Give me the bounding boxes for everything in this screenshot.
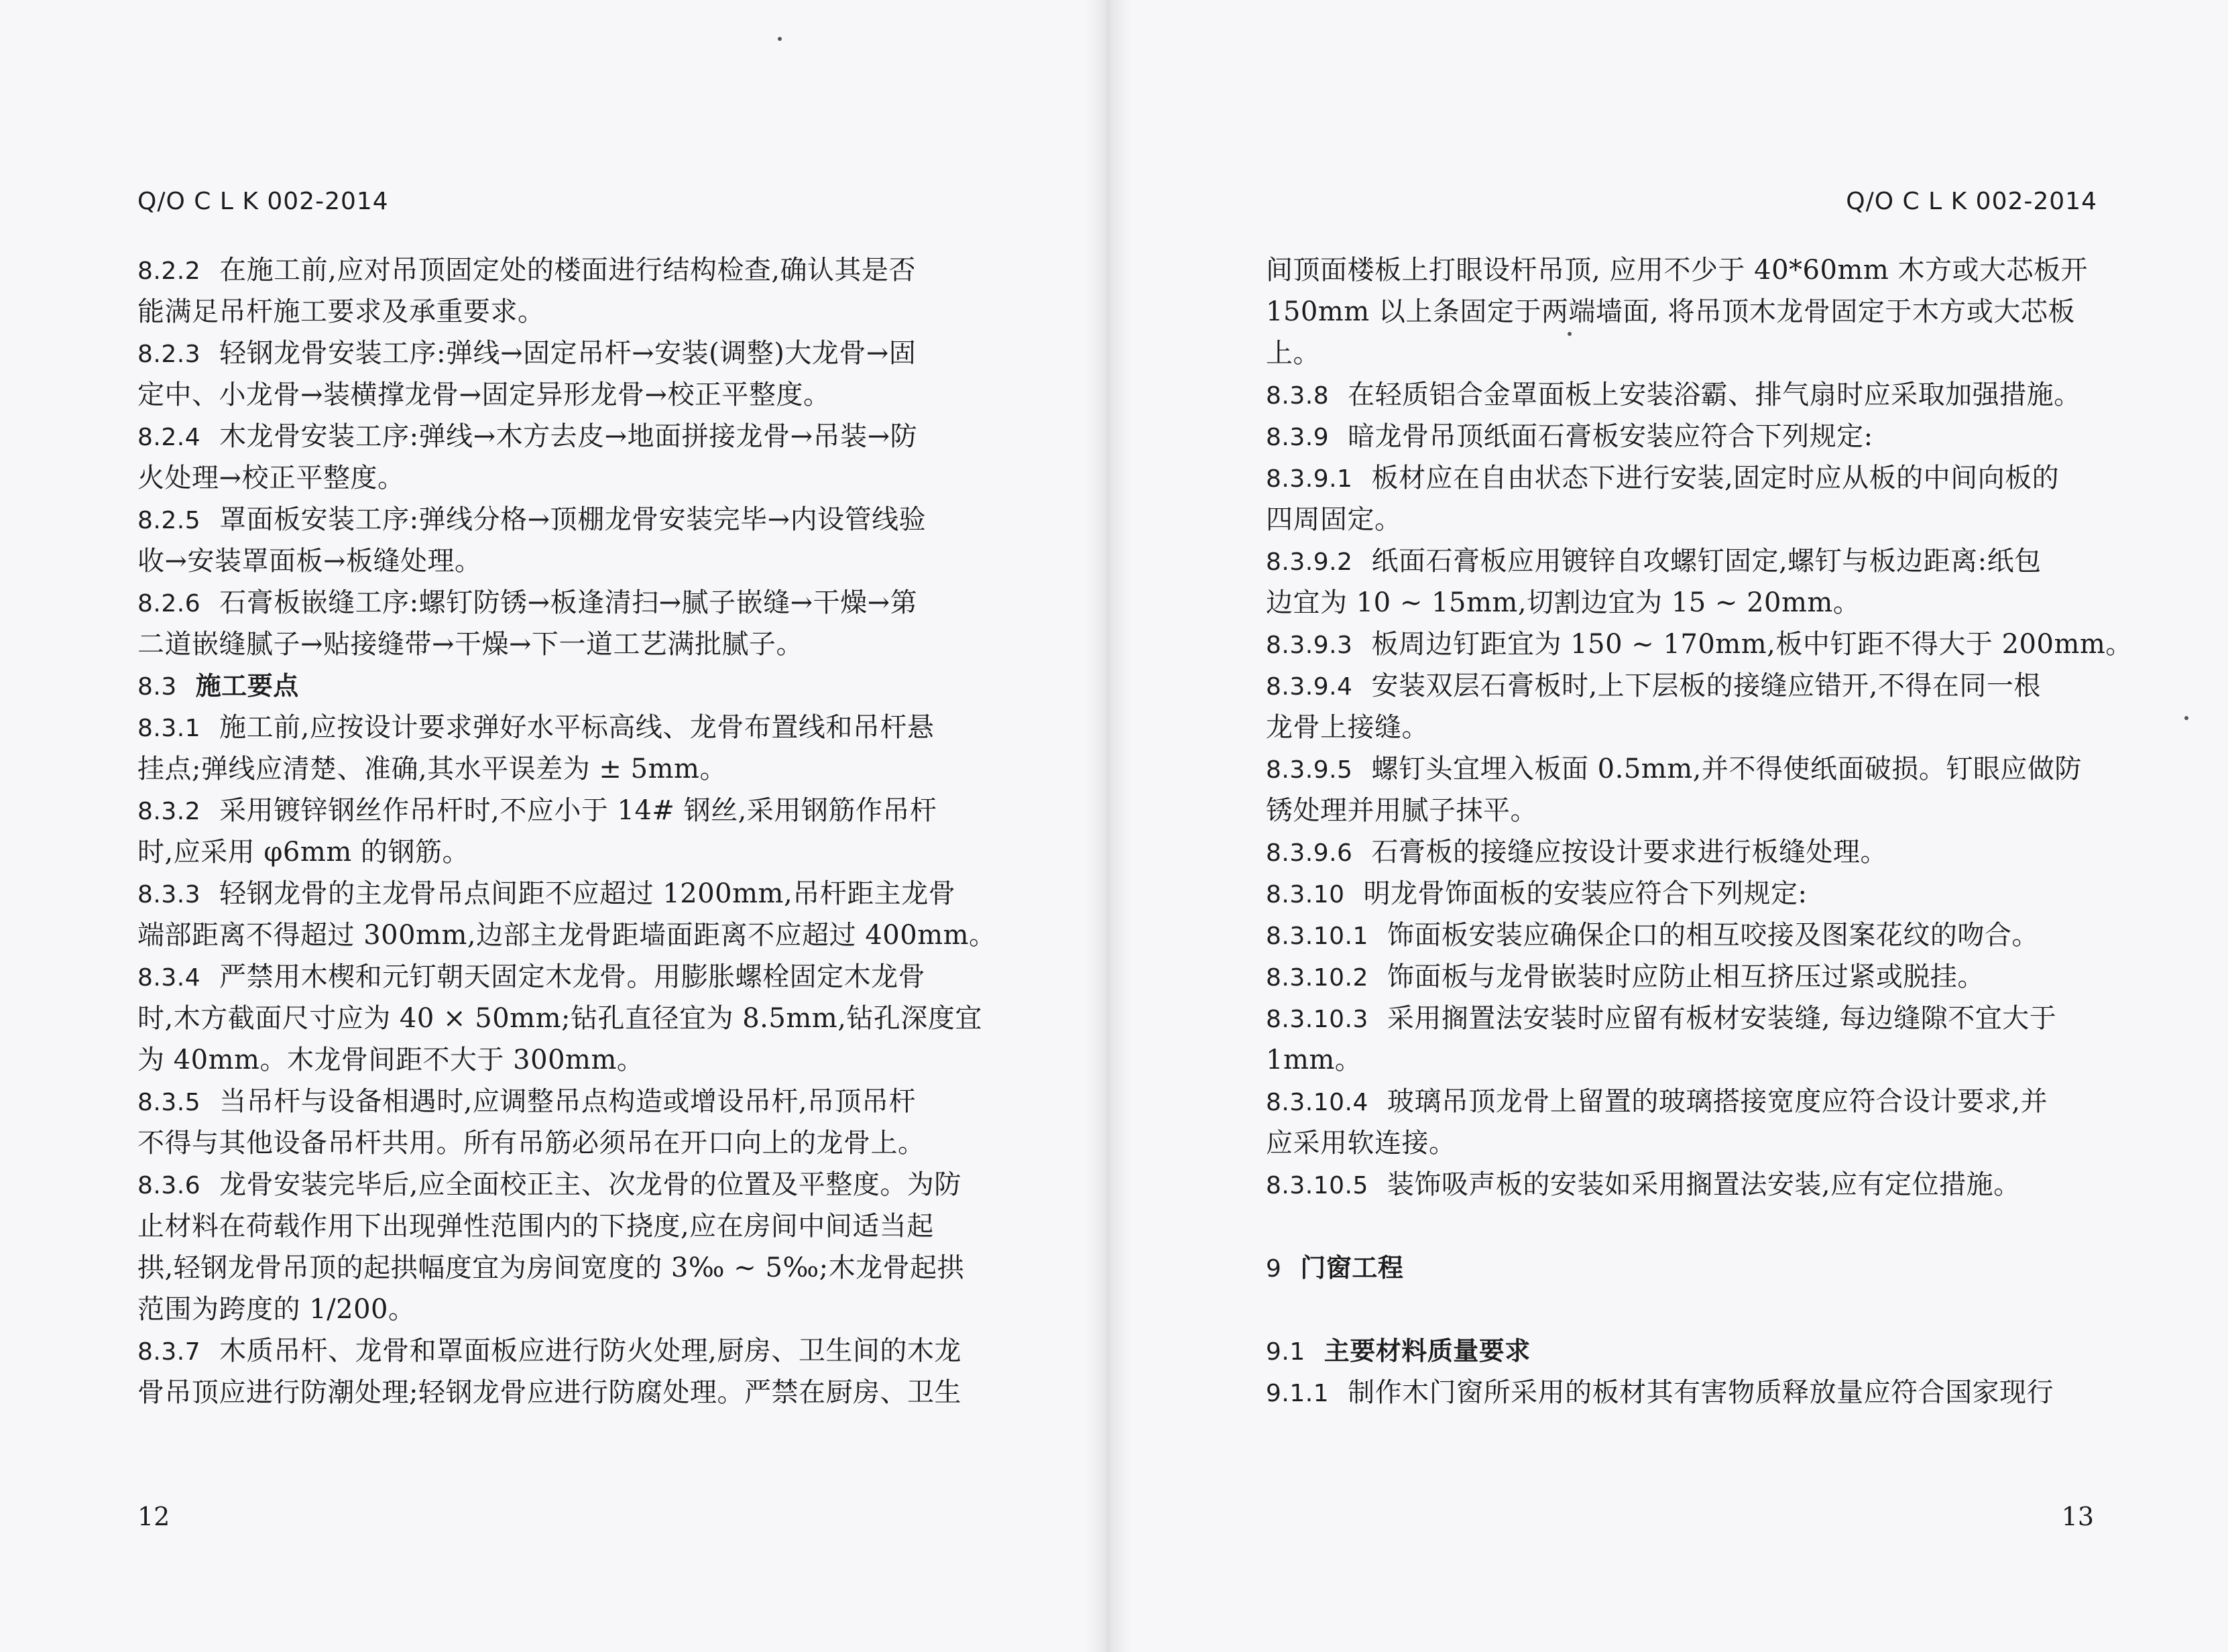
- clause-text: 施工要点: [195, 671, 299, 701]
- text-line: [137, 1081, 972, 1122]
- section-heading: [137, 665, 972, 707]
- clause-number: 8.3.10.5: [1266, 1172, 1368, 1199]
- clause-number: 8.2.6: [137, 590, 201, 617]
- clause-text: 当吊杆与设备相遇时,应调整吊点构造或增设吊杆,吊顶吊杆: [219, 1086, 917, 1117]
- text-line: [137, 624, 972, 665]
- clause-text: 板周边钉距宜为 150 ~ 170mm,板中钉距不得大于 200mm。: [1371, 629, 2133, 660]
- clause-text: 施工前,应按设计要求弹好水平标高线、龙骨布置线和吊杆悬: [219, 712, 935, 743]
- clause-text: 骨吊顶应进行防潮处理;轻钢龙骨应进行防腐处理。严禁在厨房、卫生: [137, 1377, 961, 1408]
- ink-speck: [1568, 332, 1572, 336]
- text-line: [1266, 374, 2111, 416]
- clause-text: 木质吊杆、龙骨和罩面板应进行防火处理,厨房、卫生间的木龙: [219, 1336, 961, 1366]
- section-heading: [1266, 1247, 2111, 1289]
- clause-text: 时,木方截面尺寸应为 40 × 50mm;钻孔直径宜为 8.5mm,钻孔深度宜: [137, 1003, 982, 1034]
- clause-text: 采用搁置法安装时应留有板材安装缝, 每边缝隙不宜大于: [1387, 1003, 2057, 1034]
- clause-text: 严禁用木楔和元钉朝天固定木龙骨。用膨胀螺栓固定木龙骨: [219, 961, 926, 992]
- clause-text: 二道嵌缝腻子→贴接缝带→干燥→下一道工艺满批腻子。: [137, 629, 804, 660]
- page-header: Q/O C L K 002-2014: [1846, 188, 2097, 215]
- clause-number: 8.2.5: [137, 507, 201, 534]
- text-line: [1266, 1039, 2111, 1081]
- clause-text: 轻钢龙骨的主龙骨吊点间距不应超过 1200mm,吊杆距主龙骨: [219, 878, 956, 909]
- text-line: [137, 291, 972, 333]
- clause-text: 能满足吊杆施工要求及承重要求。: [137, 296, 545, 327]
- text-line: [137, 416, 972, 457]
- clause-text: 制作木门窗所采用的板材其有害物质释放量应符合国家现行: [1348, 1377, 2054, 1408]
- page-number: 13: [2061, 1502, 2094, 1531]
- text-line: [1266, 707, 2111, 748]
- text-line: [137, 748, 972, 790]
- text-line: [137, 790, 972, 831]
- text-line: [1266, 291, 2111, 333]
- clause-text: 龙骨上接缝。: [1266, 712, 1429, 743]
- clause-number: 8.3.10.2: [1266, 964, 1368, 992]
- ink-speck: [2184, 716, 2188, 720]
- clause-number: 8.3.9.5: [1266, 756, 1353, 784]
- clause-number: 8.3.10.3: [1266, 1006, 1368, 1033]
- clause-text: 收→安装罩面板→板缝处理。: [137, 546, 482, 577]
- clause-text: 轻钢龙骨安装工序:弹线→固定吊杆→安装(调整)大龙骨→固: [219, 338, 917, 369]
- page-header: Q/O C L K 002-2014: [137, 188, 389, 215]
- clause-text: 挂点;弹线应清楚、准确,其水平误差为 ± 5mm。: [137, 754, 727, 784]
- text-line: [137, 1330, 972, 1372]
- text-line: [137, 457, 972, 499]
- right-page: [1105, 0, 2228, 1652]
- clause-text: 不得与其他设备吊杆共用。所有吊筋必须吊在开口向上的龙骨上。: [137, 1128, 925, 1159]
- clause-number: 8.3.9: [1266, 424, 1330, 451]
- clause-number: 9.1: [1266, 1338, 1305, 1366]
- clause-text: 锈处理并用腻子抹平。: [1266, 795, 1537, 826]
- clause-number: 8.2.2: [137, 257, 201, 285]
- clause-text: 暗龙骨吊顶纸面石膏板安装应符合下列规定:: [1348, 421, 1873, 452]
- blank-line: [1266, 1289, 2111, 1330]
- text-line: [137, 1289, 972, 1330]
- clause-text: 止材料在荷载作用下出现弹性范围内的下挠度,应在房间中间适当起: [137, 1211, 934, 1242]
- ink-speck: [778, 37, 782, 41]
- clause-text: 纸面石膏板应用镀锌自攻螺钉固定,螺钉与板边距离:纸包: [1371, 546, 2042, 577]
- clause-text: 在施工前,应对吊顶固定处的楼面进行结构检查,确认其是否: [219, 255, 917, 286]
- clause-number: 8.3.9.1: [1266, 465, 1353, 493]
- text-line: [137, 1164, 972, 1205]
- text-line: [137, 374, 972, 416]
- page-body: [1266, 249, 2133, 1413]
- text-line: [137, 956, 972, 998]
- clause-text: 木龙骨安装工序:弹线→木方去皮→地面拼接龙骨→吊装→防: [219, 421, 918, 452]
- clause-text: 明龙骨饰面板的安装应符合下列规定:: [1363, 878, 1808, 909]
- clause-number: 8.3.2: [137, 798, 201, 825]
- text-line: [1266, 540, 2111, 582]
- clause-number: 8.3.10.1: [1266, 923, 1368, 950]
- clause-text: 采用镀锌钢丝作吊杆时,不应小于 14# 钢丝,采用钢筋作吊杆: [219, 795, 937, 826]
- clause-number: 8.3.7: [137, 1338, 201, 1366]
- text-line: [137, 1372, 972, 1413]
- text-line: [1266, 956, 2111, 998]
- section-heading: [1266, 1330, 2111, 1372]
- text-line: [1266, 1164, 2111, 1205]
- text-line: [1266, 748, 2111, 790]
- clause-text: 范围为跨度的 1/200。: [137, 1294, 416, 1325]
- text-line: [1266, 1372, 2111, 1413]
- clause-number: 8.3.10.4: [1266, 1089, 1368, 1116]
- clause-text: 定中、小龙骨→装横撑龙骨→固定异形龙骨→校正平整度。: [137, 379, 831, 410]
- clause-text: 在轻质铝合金罩面板上安装浴霸、排气扇时应采取加强措施。: [1348, 379, 2081, 410]
- text-line: [1266, 333, 2111, 374]
- clause-text: 端部距离不得超过 300mm,边部主龙骨距墙面距离不应超过 400mm。: [137, 920, 996, 951]
- clause-text: 龙骨安装完毕后,应全面校正主、次龙骨的位置及平整度。为防: [219, 1169, 961, 1200]
- text-line: [137, 914, 996, 956]
- clause-text: 螺钉头宜埋入板面 0.5mm,并不得使纸面破损。钉眼应做防: [1371, 754, 2082, 784]
- text-line: [1266, 790, 2111, 831]
- clause-text: 拱,轻钢龙骨吊顶的起拱幅度宜为房间宽度的 3‰ ~ 5‰;木龙骨起拱: [137, 1252, 965, 1283]
- text-line: [1266, 831, 2111, 873]
- page-number: 12: [137, 1502, 170, 1531]
- clause-number: 8.3.6: [137, 1172, 201, 1199]
- blank-line: [1266, 1205, 2111, 1247]
- clause-number: 9: [1266, 1255, 1282, 1283]
- text-line: [1266, 1122, 2111, 1164]
- clause-number: 8.3.10: [1266, 881, 1345, 908]
- text-line: [137, 707, 972, 748]
- text-line: [137, 1205, 972, 1247]
- text-line: [1266, 457, 2111, 499]
- clause-number: 8.2.4: [137, 424, 201, 451]
- text-line: [137, 1039, 972, 1081]
- text-line: [137, 873, 972, 914]
- clause-text: 板材应在自由状态下进行安装,固定时应从板的中间向板的: [1371, 463, 2060, 493]
- clause-text: 装饰吸声板的安装如采用搁置法安装,应有定位措施。: [1387, 1169, 2021, 1200]
- text-line: [1266, 665, 2111, 707]
- text-line: [1266, 249, 2111, 291]
- clause-text: 门窗工程: [1300, 1253, 1404, 1283]
- text-line: [1266, 998, 2111, 1039]
- clause-number: 8.3: [137, 673, 177, 701]
- clause-text: 150mm 以上条固定于两端墙面, 将吊顶木龙骨固定于木方或大芯板: [1266, 296, 2075, 327]
- text-line: [137, 540, 972, 582]
- clause-text: 应采用软连接。: [1266, 1128, 1456, 1159]
- text-line: [1266, 499, 2111, 540]
- clause-number: 8.3.9.3: [1266, 632, 1353, 659]
- clause-text: 间顶面楼板上打眼设杆吊顶, 应用不少于 40*60mm 木方或大芯板开: [1266, 255, 2089, 286]
- clause-text: 为 40mm。木龙骨间距不大于 300mm。: [137, 1045, 644, 1075]
- clause-number: 8.3.4: [137, 964, 201, 992]
- clause-number: 8.3.5: [137, 1089, 201, 1116]
- clause-text: 罩面板安装工序:弹线分格→顶棚龙骨安装完毕→内设管线验: [219, 504, 927, 535]
- text-line: [137, 582, 972, 624]
- clause-text: 石膏板嵌缝工序:螺钉防锈→板逢清扫→腻子嵌缝→干燥→第: [219, 587, 918, 618]
- page-body: [137, 249, 996, 1413]
- text-line: [137, 1247, 972, 1289]
- text-line: [137, 998, 982, 1039]
- text-line: [137, 1122, 972, 1164]
- clause-text: 安装双层石膏板时,上下层板的接缝应错开,不得在同一根: [1371, 670, 2041, 701]
- clause-text: 时,应采用 φ6mm 的钢筋。: [137, 837, 469, 868]
- clause-text: 玻璃吊顶龙骨上留置的玻璃搭接宽度应符合设计要求,并: [1387, 1086, 2048, 1117]
- clause-text: 四周固定。: [1266, 504, 1402, 535]
- clause-number: 8.2.3: [137, 341, 201, 368]
- clause-number: 8.3.9.2: [1266, 548, 1353, 576]
- clause-number: 8.3.1: [137, 715, 201, 742]
- clause-text: 边宜为 10 ~ 15mm,切割边宜为 15 ~ 20mm。: [1266, 587, 1861, 618]
- clause-text: 1mm。: [1266, 1045, 1362, 1075]
- clause-text: 火处理→校正平整度。: [137, 463, 405, 493]
- text-line: [1266, 873, 2111, 914]
- clause-text: 饰面板与龙骨嵌装时应防止相互挤压过紧或脱挂。: [1387, 961, 1985, 992]
- text-line: [137, 333, 972, 374]
- text-line: [1266, 416, 2111, 457]
- text-line: [1266, 582, 2111, 624]
- clause-text: 主要材料质量要求: [1324, 1336, 1531, 1366]
- text-line: [137, 831, 972, 873]
- clause-number: 8.3.3: [137, 881, 201, 908]
- text-line: [137, 249, 972, 291]
- clause-number: 9.1.1: [1266, 1380, 1330, 1407]
- clause-number: 8.3.8: [1266, 382, 1330, 410]
- clause-text: 石膏板的接缝应按设计要求进行板缝处理。: [1371, 837, 1887, 868]
- clause-text: 饰面板安装应确保企口的相互咬接及图案花纹的吻合。: [1387, 920, 2039, 951]
- clause-number: 8.3.9.4: [1266, 673, 1353, 701]
- text-line: [1266, 1081, 2111, 1122]
- left-page: [0, 0, 1105, 1652]
- clause-text: 上。: [1266, 338, 1320, 369]
- text-line: [1266, 914, 2111, 956]
- text-line: [137, 499, 972, 540]
- clause-number: 8.3.9.6: [1266, 839, 1353, 867]
- text-line: [1266, 624, 2133, 665]
